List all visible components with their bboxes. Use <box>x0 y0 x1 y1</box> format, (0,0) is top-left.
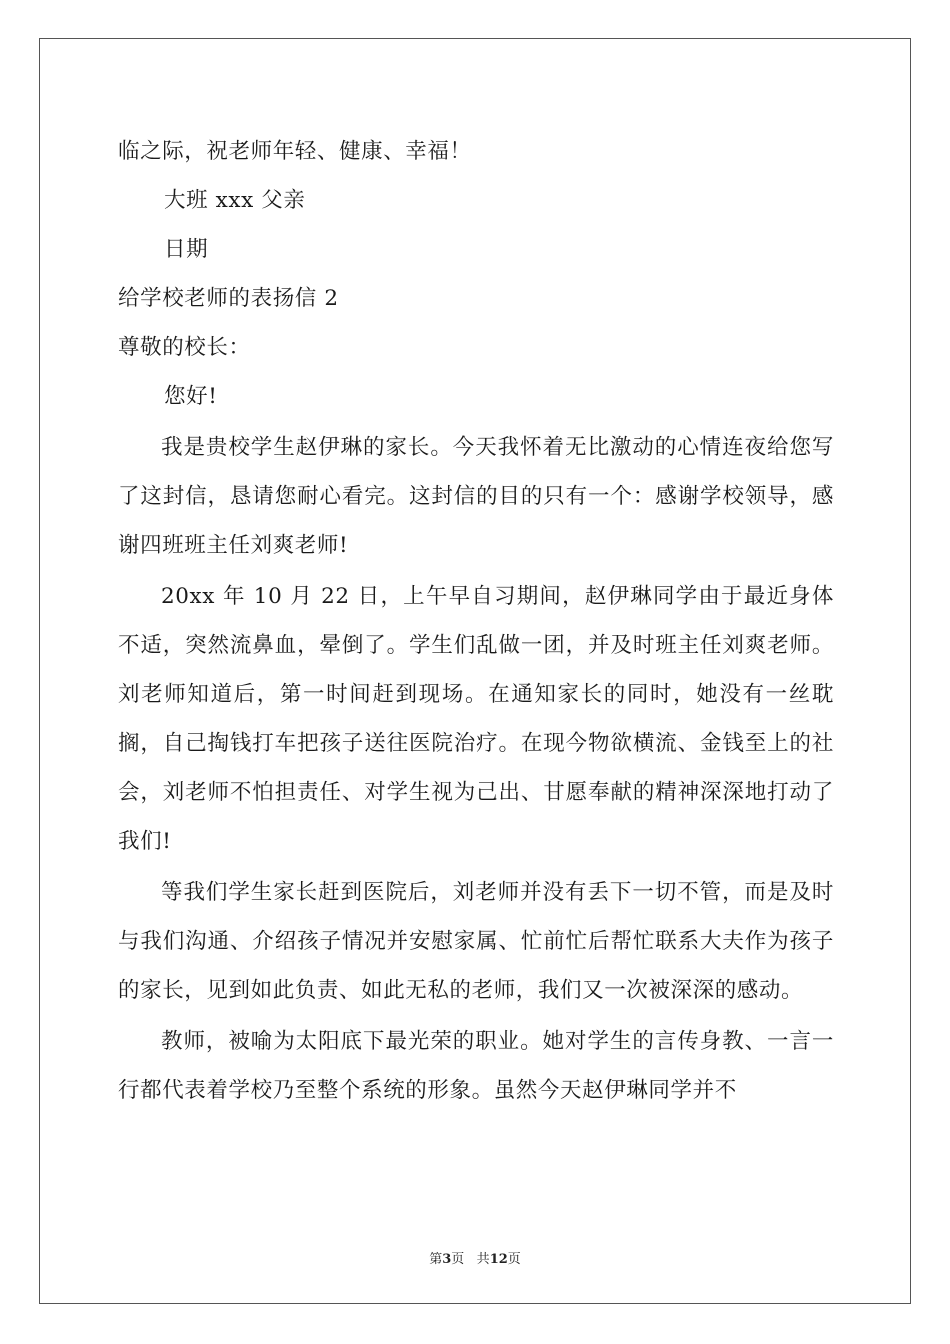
page-footer <box>0 1248 950 1267</box>
date-line: 日期 <box>164 237 209 262</box>
page-prefix: 第 <box>429 1252 443 1267</box>
salutation: 尊敬的校长： <box>118 335 251 360</box>
paragraph-3: 等我们学生家长赶到医院后，刘老师并没有丢下一切不管，而是及时与我们沟通、介绍孩子情况并安慰家属、忙前忙后帮忙联系大夫作为孩子的家长，见到如此负责、如此无私的老师，我们又一次被深深的感动。 <box>118 880 834 1003</box>
paragraph-4: 教师，被喻为太阳底下最光荣的职业。她对学生的言传身教、一言一行都代表着学校乃至整个系统的形象。虽然今天赵伊琳同学并不 <box>118 1029 834 1103</box>
total-pages: 12 <box>489 1252 508 1267</box>
total-suffix: 页 <box>507 1252 521 1267</box>
greeting: 您好! <box>164 384 218 409</box>
page-suffix: 页 <box>451 1252 465 1267</box>
total-prefix: 共 <box>476 1252 490 1267</box>
document-body <box>118 127 834 1115</box>
page-number: 3 <box>442 1252 452 1267</box>
letter-heading: 给学校老师的表扬信 2 <box>118 286 339 311</box>
paragraph-1: 我是贵校学生赵伊琳的家长。今天我怀着无比激动的心情连夜给您写了这封信，恳请您耐心看完。这封信的目的只有一个：感谢学校领导，感谢四班班主任刘爽老师! <box>118 435 834 558</box>
paragraph-2: 20xx 年 10 月 22 日，上午早自习期间，赵伊琳同学由于最近身体不适，突然流鼻血，晕倒了。学生们乱做一团，并及时班主任刘爽老师。刘老师知道后，第一时间赶到现场。在通知家长的同时，她没有一丝耽搁，自己掏钱打车把孩子送往医院治疗。在现今物欲横流、金钱至上的社会，刘老师不怕担责任、对学生视为己出、甘愿奉献的精神深深地打动了我们! <box>118 584 834 854</box>
closing-line: 临之际，祝老师年轻、健康、幸福！ <box>118 139 472 164</box>
signature: 大班 xxx 父亲 <box>164 188 306 213</box>
